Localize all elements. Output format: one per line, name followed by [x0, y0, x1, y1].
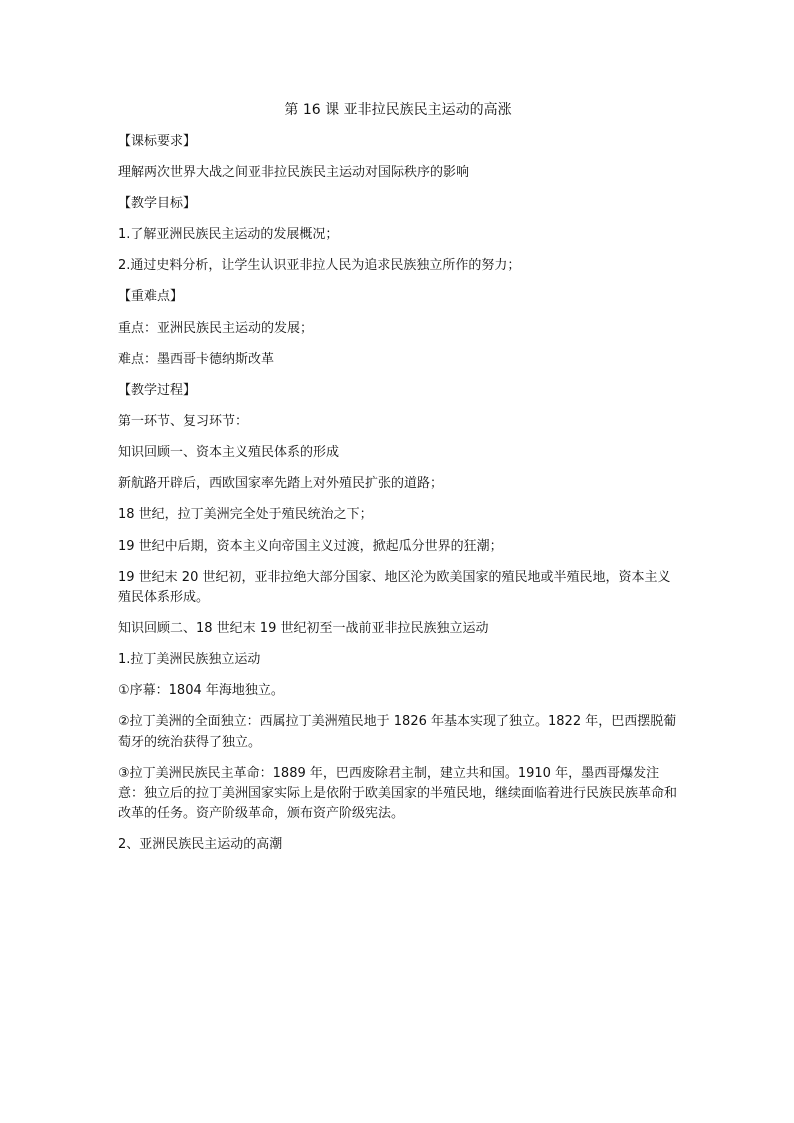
review-line-4: 19 世纪末 20 世纪初，亚非拉绝大部分国家、地区沦为欧美国家的殖民地或半殖民地，资本主义殖民体系形成。 [118, 569, 671, 605]
review-heading-1: 知识回顾一、资本主义殖民体系的形成 [118, 445, 340, 461]
section-heading-objectives: 【教学目标】 [118, 195, 197, 211]
objective-item-2: 2.通过史料分析，让学生认识亚非拉人民为追求民族独立所作的努力； [118, 258, 521, 274]
section-heading-curriculum: 【课标要求】 [118, 133, 197, 149]
review-line-3: 19 世纪中后期，资本主义向帝国主义过渡，掀起瓜分世界的狂潮； [118, 538, 503, 554]
objective-item-1: 1.了解亚洲民族民主运动的发展概况； [118, 227, 339, 243]
curriculum-text: 理解两次世界大战之间亚非拉民族民主运动对国际秩序的影响 [118, 164, 470, 180]
latin-america-item-1: ①序幕：1804 年海地独立。 [118, 683, 284, 699]
process-step-1: 第一环节、复习环节： [118, 413, 249, 429]
lesson-title: 第 16 课 亚非拉民族民主运动的高涨 [284, 102, 512, 118]
latin-america-heading: 1.拉丁美洲民族独立运动 [118, 652, 261, 668]
review-line-2: 18 世纪，拉丁美洲完全处于殖民统治之下； [118, 507, 373, 523]
review-heading-2: 知识回顾二、18 世纪末 19 世纪初至一战前亚非拉民族独立运动 [118, 620, 489, 636]
section-heading-keypoints: 【重难点】 [118, 289, 184, 305]
asia-heading: 2、亚洲民族民主运动的高潮 [118, 837, 283, 853]
review-line-1: 新航路开辟后，西欧国家率先踏上对外殖民扩张的道路； [118, 476, 444, 492]
keypoint-focus: 重点：亚洲民族民主运动的发展； [118, 320, 314, 336]
keypoint-difficulty: 难点：墨西哥卡德纳斯改革 [118, 351, 275, 367]
section-heading-process: 【教学过程】 [118, 382, 197, 398]
latin-america-item-2: ②拉丁美洲的全面独立：西属拉丁美洲殖民地于 1826 年基本实现了独立。1822 年，巴西摆脱葡萄牙的统治获得了独立。 [118, 714, 677, 750]
latin-america-item-3: ③拉丁美洲民族民主革命：1889 年，巴西废除君主制，建立共和国。1910 年，墨西哥爆发注意：独立后的拉丁美洲国家实际上是依附于欧美国家的半殖民地，继续面临着进行民族民族革命和改革的任务。资产阶级革命，颁布资产阶级宪法。 [118, 765, 678, 821]
document-page [118, 100, 678, 866]
